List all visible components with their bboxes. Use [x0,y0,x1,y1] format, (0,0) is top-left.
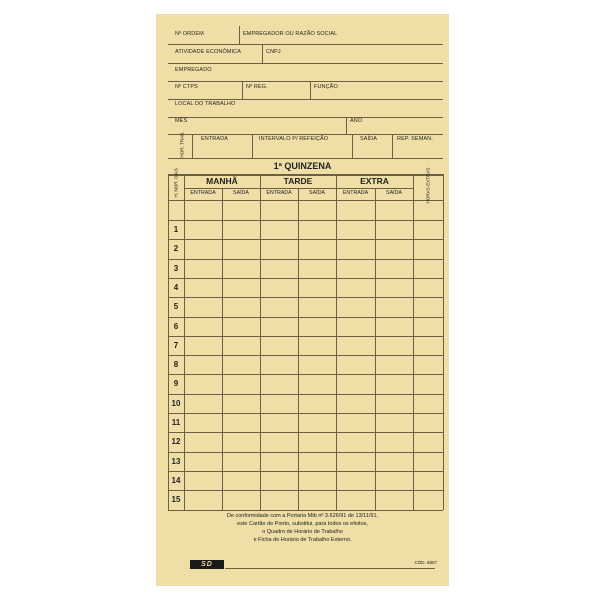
day-number: 8 [173,360,179,370]
horas-extras-label: HORAS EXTRAS [425,167,431,204]
sub-entrada: ENTRADA [266,190,292,196]
grid-row-line [168,336,443,337]
footer-line-4: e Ficha de Horário de Trabalho Externo. [253,537,352,543]
sub-entrada: ENTRADA [190,190,216,196]
saida-label: SAÍDA [360,136,378,142]
day-number: 7 [173,340,179,350]
grid-row-line [168,374,443,375]
day-number: 6 [173,321,179,331]
grid-row-line [168,278,443,279]
day-number: 11 [171,418,181,427]
grid-row-line [168,452,443,453]
sub-saida: SAÍDA [233,190,249,196]
grid-row-line [168,239,443,240]
dias-label: H. NOR. DIAS [173,168,179,198]
sub-saida: SAÍDA [386,190,402,196]
ctps-label: Nº CTPS [175,84,198,90]
footer-line-2: este Cartão de Ponto, substitui, para todos os efeitos, [237,521,368,527]
day-number: 10 [171,398,181,408]
atividade-label: ATIVIDADE ECONÔMICA [175,49,241,55]
grid-row-line [168,510,443,511]
day-number: 3 [173,263,179,273]
grid-row-line [168,471,443,472]
time-card [156,14,449,586]
section-2: EXTRA [360,176,389,186]
grid-header-line [168,200,443,201]
registro-label: Nº REG. [246,84,268,90]
grid-column-line [260,174,261,510]
grid-column-line [336,174,337,510]
sub-entrada: ENTRADA [342,190,369,196]
ano-label: ANO [350,118,363,124]
intervalo-label: INTERVALO P/ REFEIÇÃO [259,136,329,142]
day-number: 15 [171,495,181,505]
funcao-label: FUNÇÃO [314,84,338,90]
ordem-label: Nº ORDEM [175,31,204,37]
day-number: 13 [171,456,181,466]
product-code: CÓD. 6807 [414,560,437,565]
day-number: 9 [173,379,179,389]
empregado-label: EMPREGADO [175,67,212,73]
day-number: 4 [173,282,179,292]
time-grid [156,14,449,586]
grid-column-line [298,188,299,510]
section-0: MANHÃ [206,176,238,186]
grid-row-line [168,413,443,414]
footer-line-3: o Quadro de Horário de Trabalho [262,529,343,535]
grid-right-border [443,174,444,510]
section-1: TARDE [283,176,313,186]
cnpj-label: CNPJ [266,49,281,55]
day-number: 5 [173,302,179,312]
hor-trab-label: HOR. TRAB. [179,131,185,158]
local-label: LOCAL DO TRABALHO [175,101,236,107]
grid-row-line [168,432,443,433]
entrada-label: ENTRADA [201,136,228,142]
sub-saida: SAÍDA [309,190,325,196]
grid-column-line [184,174,185,510]
sd-logo: SD [190,560,224,569]
rep-semanal-label: REP. SEMAN. [397,136,433,142]
day-number: 2 [173,244,179,254]
grid-row-line [168,355,443,356]
grid-row-line [168,259,443,260]
footer-line [225,568,435,569]
mes-label: MÊS [175,118,188,124]
empregador-label: EMPREGADOR OU RAZÃO SOCIAL [243,31,338,37]
footer-line-1: De conformidade com a Portaria Mtb nº 3.626/91 de 13/11/91, [226,513,379,519]
grid-row-line [168,394,443,395]
grid-row-start-line [168,220,443,221]
grid-column-line [413,174,414,510]
grid-column-line [222,188,223,510]
grid-row-line [168,297,443,298]
period-title: 1ª QUINZENA [273,161,332,171]
grid-row-line [168,317,443,318]
grid-column-line [375,188,376,510]
day-number: 14 [171,475,181,485]
day-number: 12 [171,437,181,447]
day-number: 1 [173,225,179,234]
grid-row-line [168,490,443,491]
